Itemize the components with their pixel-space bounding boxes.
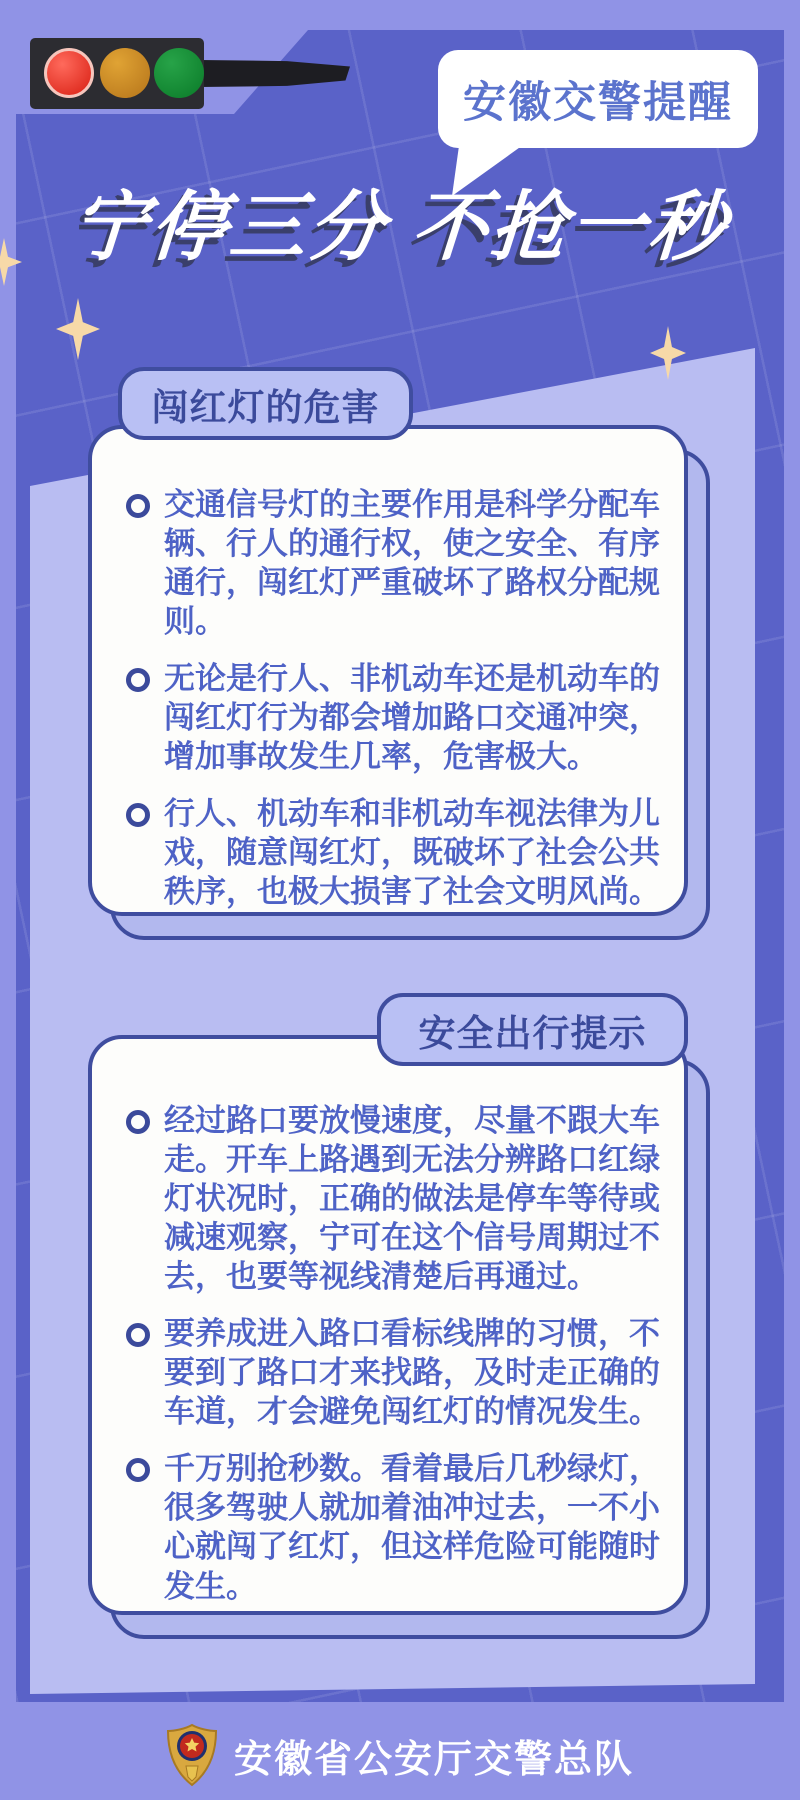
bullet-circle-icon [126,668,150,692]
hazard-text: 交通信号灯的主要作用是科学分配车辆、行人的通行权，使之安全、有序通行，闯红灯严重破坏了路权分配规则。 [164,487,660,640]
section-header-label: 闯红灯的危害 [151,386,380,428]
list-item [126,1314,668,1431]
amber-light-icon [100,48,150,98]
traffic-light-icon [30,38,204,109]
footer [0,1710,800,1800]
tip-text: 经过路口要放慢速度，尽量不跟大车走。开车上路遇到无法分辨路口红绿灯状况时，正确的做法是停车等待或减速观察，宁可在这个信号周期过不去，也要等视线清楚后再通过。 [164,1103,660,1295]
tips-card [88,1035,688,1615]
red-light-icon [44,48,94,98]
footer-label: 安徽省公安厅交警总队 [233,1738,634,1781]
list-item [126,1449,668,1605]
list-item [126,485,668,641]
bullet-circle-icon [126,1458,150,1482]
hazard-text: 无论是行人、非机动车还是机动车的闯红灯行为都会增加路口交通冲突，增加事故发生几率，危害极大。 [164,661,660,775]
tip-text: 千万别抢秒数。看着最后几秒绿灯，很多驾驶人就加着油冲过去，一不小心就闯了红灯，但这样危险可能随时发生。 [164,1451,660,1604]
tips-list [126,1101,668,1606]
hazards-section-header [118,367,413,440]
list-item [126,794,668,911]
section-header-label: 安全出行提示 [418,1012,647,1054]
list-item [126,1101,668,1296]
bullet-circle-icon [126,1323,150,1347]
bullet-circle-icon [126,494,150,518]
hazards-card [88,425,688,916]
list-item [126,659,668,776]
tip-text: 要养成进入路口看标线牌的习惯，不要到了路口才来找路，及时走正确的车道，才会避免闯红灯的情况发生。 [164,1316,660,1430]
hazard-text: 行人、机动车和非机动车视法律为儿戏，随意闯红灯，既破坏了社会公共秩序，也极大损害了社会文明风尚。 [164,796,660,910]
speech-bubble [438,50,758,148]
police-badge-icon [166,1723,218,1787]
hazards-list [126,485,668,911]
tips-section-header [377,993,688,1066]
speech-bubble-label: 安徽交警提醒 [463,78,733,127]
main-title: 宁停三分 不抢一秒 [68,185,731,270]
bullet-circle-icon [126,803,150,827]
green-light-icon [154,48,204,98]
bullet-circle-icon [126,1110,150,1134]
